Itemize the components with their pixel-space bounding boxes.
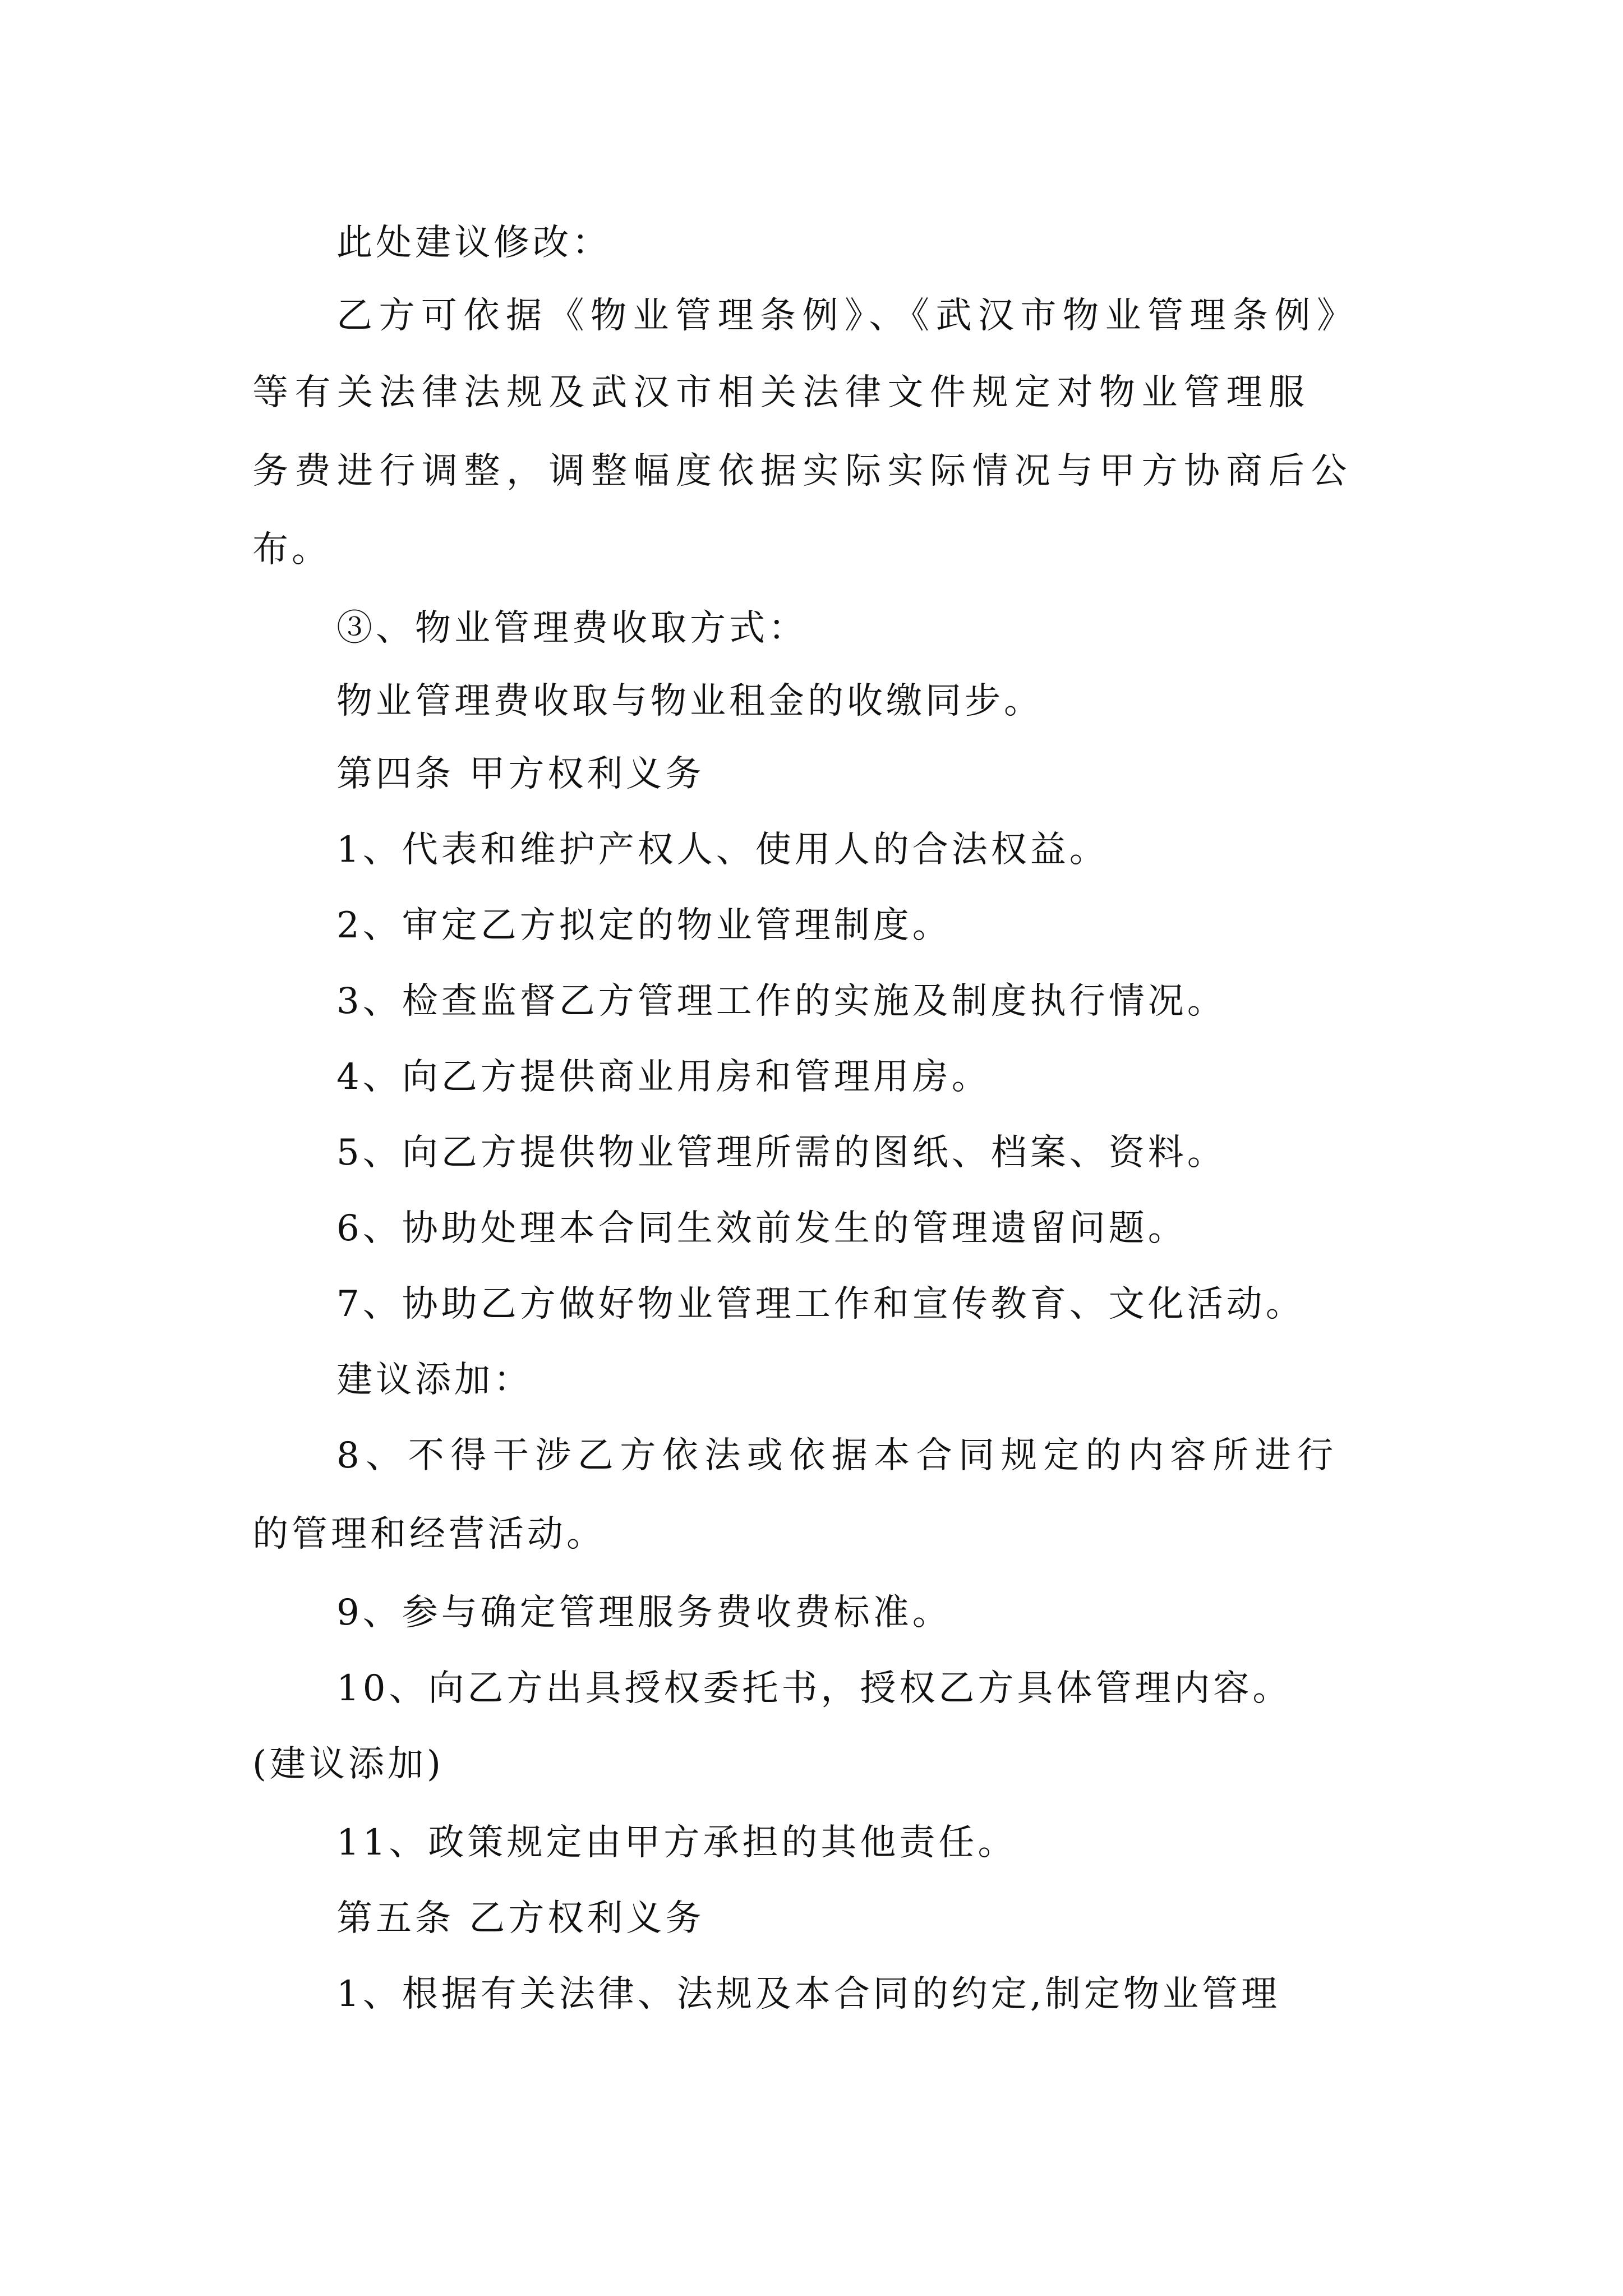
section-heading: 第五条 乙方权利义务 xyxy=(336,1898,705,1939)
text-line: 此处建议修改： xyxy=(336,222,611,264)
list-item: 9、参与确定管理服务费收费标准。 xyxy=(336,1592,952,1634)
list-item: 1、代表和维护产权人、使用人的合法权益。 xyxy=(336,829,1109,871)
text-line: 务费进行调整，调整幅度依据实际实际情况与甲方协商后公 xyxy=(252,450,1353,492)
text-line: 物业管理费收取与物业租金的收缴同步。 xyxy=(336,680,1043,722)
text-line: 建议添加： xyxy=(336,1359,533,1401)
text-line: 的管理和经营活动。 xyxy=(252,1513,606,1555)
text-line: 等有关法律法规及武汉市相关法律文件规定对物业管理服 xyxy=(252,372,1311,413)
list-item: 4、向乙方提供商业用房和管理用房。 xyxy=(336,1056,991,1098)
list-item: 6、协助处理本合同生效前发生的管理遗留问题。 xyxy=(336,1208,1187,1249)
text-line: (建议添加) xyxy=(252,1743,444,1785)
list-item: 10、向乙方出具授权委托书，授权乙方具体管理内容。 xyxy=(336,1668,1292,1709)
list-item: 11、政策规定由甲方承担的其他责任。 xyxy=(336,1822,1017,1864)
list-item: 2、审定乙方拟定的物业管理制度。 xyxy=(336,905,952,946)
list-item: 8、不得干涉乙方依法或依据本合同规定的内容所进行 xyxy=(336,1435,1340,1476)
list-item: 1、根据有关法律、法规及本合同的约定,制定物业管理 xyxy=(336,1973,1281,2015)
text-line: ③、物业管理费收取方式： xyxy=(336,608,808,649)
list-item: 5、向乙方提供物业管理所需的图纸、档案、资料。 xyxy=(336,1132,1227,1174)
text-line: 布。 xyxy=(252,529,331,570)
list-item: 3、检查监督乙方管理工作的实施及制度执行情况。 xyxy=(336,981,1227,1022)
text-line: 乙方可依据《物业管理条例》、《武汉市物业管理条例》 xyxy=(336,295,1359,337)
section-heading: 第四条 甲方权利义务 xyxy=(336,753,705,795)
list-item: 7、协助乙方做好物业管理工作和宣传教育、文化活动。 xyxy=(336,1283,1305,1325)
